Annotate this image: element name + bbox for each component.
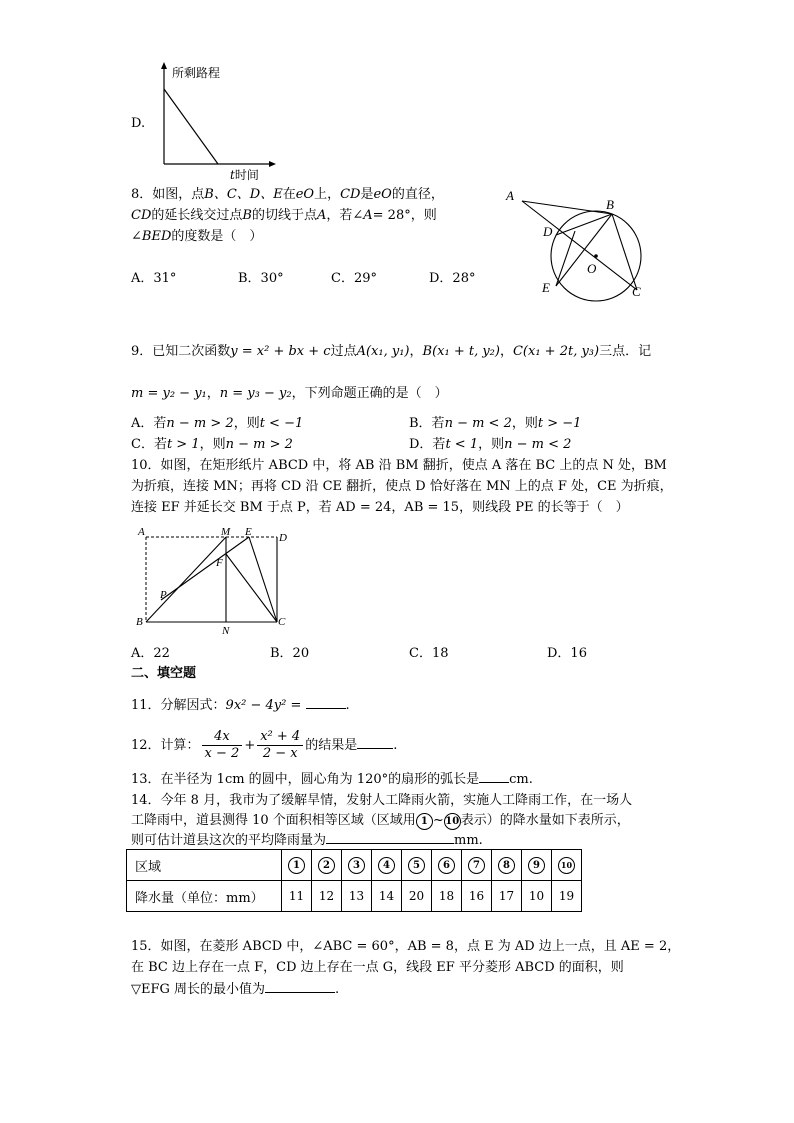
chord-ed [556,231,575,286]
table-cell-region: 8 [492,850,522,881]
label-d: D [279,532,287,544]
table-cell-region: 6 [432,850,462,881]
q8-option-a: A．31° [131,271,177,286]
q10-line1: 10．如图，在矩形纸片 ABCD 中，将 AB 沿 BM 翻折，使点 A 落在 BC 上的点 N 处，BM [131,458,667,473]
label-o: O [587,261,597,276]
label-b: B [606,197,614,212]
label-d: D [543,224,553,239]
q13-answer-blank [479,782,509,783]
q10-option-a: A．22 [131,646,170,661]
region-1-circled: 1 [416,813,433,830]
table-cell-value: 16 [462,881,492,912]
label-a: A [506,188,514,203]
q12: 12．计算： $\frac{4x}{x - 2}$ + $\frac{\text{x² + 4}}{2 - x}$ 的结果是 . [131,729,398,761]
chord-bc [612,214,637,290]
label-c: C [278,616,286,628]
table-cell-region: 10 [552,850,582,881]
graph-y-arrow [161,62,167,69]
section-fill-in-title: 二、填空题 [131,666,197,681]
q8-circle-figure [500,186,660,306]
label-b: B [136,616,143,628]
q9-line1: 9．已知二次函数y = x² + bx + c过点A(x₁, y₁)，B(x₁ + t, y₂)，C(x₁ + 2t, y₃)三点．记 [131,344,652,359]
q9-line2: m = y₂ − y₁，n = y₃ − y₂，下列命题正确的是（ ） [131,386,448,401]
label-e: E [245,526,252,538]
q10-line2: 为折痕，连接 MN；再将 CD 沿 CE 翻折，使点 D 恰好落在 MN 上的点 F 处，CE 为折痕， [131,479,673,494]
line-fc [226,554,277,622]
q11: 11．分解因式：9x² − 4y² = . [131,698,350,713]
q9-option-c: C．若t > 1，则n − m > 2 [131,437,293,452]
q8-option-b: B．30° [238,271,284,286]
table-header-region: 区域 [127,850,282,881]
table-cell-value: 20 [402,881,432,912]
q10-option-b: B．20 [270,646,310,661]
q9-option-b: B．若n − m < 2，则t > −1 [409,416,582,431]
label-m: M [221,526,231,538]
q10-option-d: D．16 [547,646,587,661]
label-e: E [542,280,550,295]
table-cell-region: 4 [372,850,402,881]
q8-line1: 8．如图，点B、C、D、E在eO上，CD是eO的直径， [131,187,444,202]
q10-line3: 连接 EF 并延长交 BM 于点 P，若 AD = 24，AB = 15，则线段 PE 的长等于（ ） [131,500,629,515]
label-n: N [222,625,230,636]
graph-y-label: 所剩路程 [172,66,221,80]
q8-line3: ∠BED的度数是（ ） [131,229,263,244]
table-cell-region: 9 [522,850,552,881]
graph-line [164,89,218,164]
center-point [594,254,598,258]
q8-line2: CD的延长线交过点B的切线于点A，若∠A= 28°，则 [131,208,437,223]
graph-x-label: t时间 [230,168,259,182]
q12-answer-blank [357,748,393,749]
q8-option-c: C．29° [331,271,377,286]
fold-ce [249,537,277,622]
q11-answer-blank [306,708,346,709]
q8-option-d: D．28° [429,271,476,286]
label-a: A [138,526,145,538]
q9-option-a: A．若n − m > 2，则t < −1 [131,416,304,431]
table-cell-value: 19 [552,881,582,912]
q15-line1: 15．如图，在菱形 ABCD 中，∠ABC = 60°，AB = 8，点 E 为 AD 边上一点，且 AE = 2， [131,939,681,954]
table-cell-value: 11 [282,881,312,912]
q14-answer-blank [326,843,454,844]
table-cell-value: 13 [342,881,372,912]
table-cell-region: 3 [342,850,372,881]
q15-answer-blank [265,992,335,993]
q14-line1: 14．今年 8 月，我市为了缓解旱情，发射人工降雨火箭，实施人工降雨工作，在一场人 [131,793,633,808]
q15-line2: 在 BC 边上存在一点 F，CD 边上存在一点 G，线段 EF 平分菱形 ABCD 的面积，则 [131,960,624,975]
q12-fraction-1: $\frac{4x}{x - 2}$ [202,729,243,762]
line-ep [161,537,249,600]
table-cell-value: 12 [312,881,342,912]
label-p: P [160,589,167,601]
label-c: C [632,284,641,299]
table-cell-value: 14 [372,881,402,912]
q12-fraction-2: $\frac{\text{x² + 4}}{2 - x}$ [257,729,303,762]
label-f: F [216,557,223,569]
table-header-rainfall: 降水量（单位：mm） [127,881,282,912]
table-cell-value: 18 [432,881,462,912]
fold-bm [146,537,226,622]
q9-option-d: D．若t < 1，则n − m < 2 [409,437,572,452]
table-cell-region: 5 [402,850,432,881]
table-cell-region: 2 [312,850,342,881]
table-cell-value: 10 [522,881,552,912]
q15-line3: ▽EFG 周长的最小值为 . [131,982,340,997]
table-cell-region: 7 [462,850,492,881]
table-row-regions [127,850,582,881]
q7-option-d-label: D. [131,116,146,131]
region-10-circled: 10 [444,813,461,830]
graph-x-arrow [269,161,276,167]
table-row-rainfall [127,881,582,912]
q10-option-c: C．18 [409,646,449,661]
table-cell-region: 1 [282,850,312,881]
q14-line2: 工降雨中，道县测得 10 个面积相等区域（区域用 1 ~ 10 表示）的降水量如下表所示， [131,813,630,828]
table-cell-value: 17 [492,881,522,912]
rainfall-table [126,849,582,912]
q14-line3: 则可估计道县这次的平均降雨量为 mm. [131,833,483,848]
q10-rectangle-figure [134,524,304,636]
q13: 13．在半径为 1cm 的圆中，圆心角为 120°的扇形的弧长是 cm. [131,772,533,787]
